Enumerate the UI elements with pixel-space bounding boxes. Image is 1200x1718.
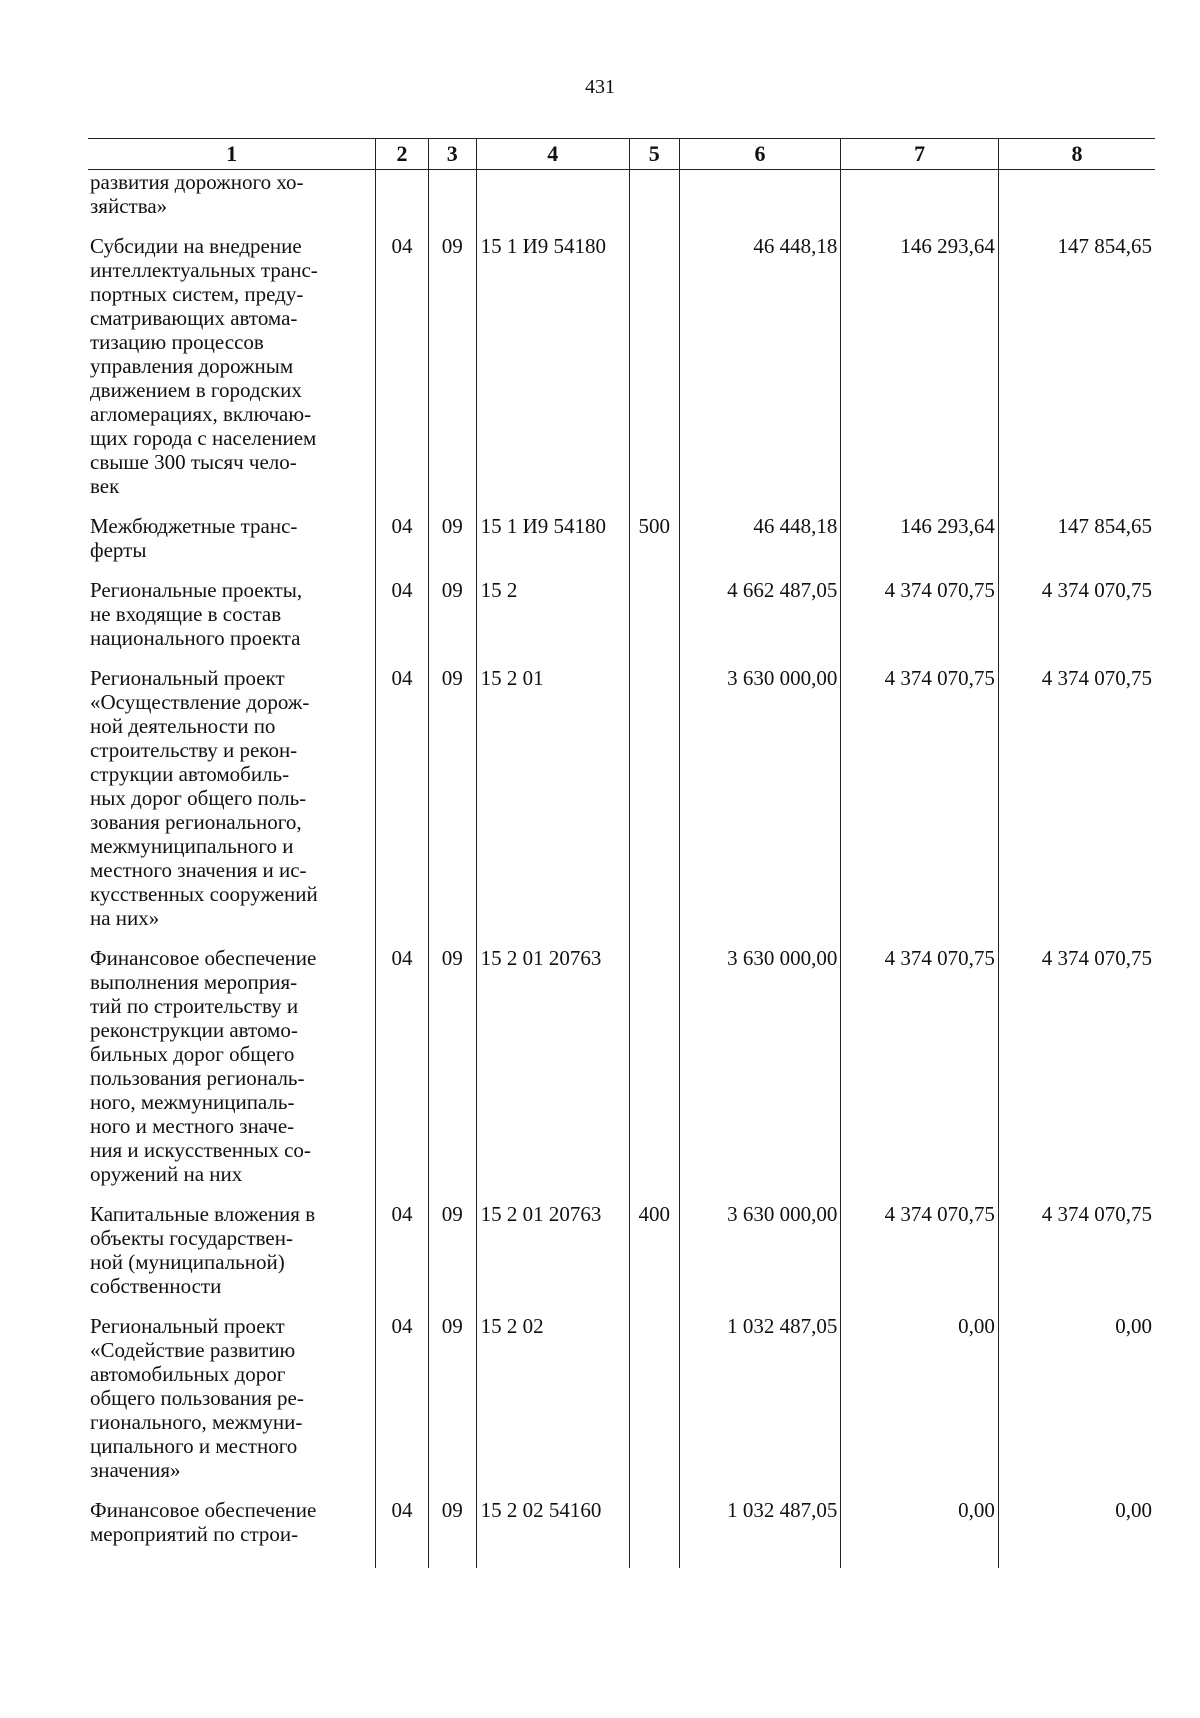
section-code-cell — [376, 170, 429, 235]
table-row — [88, 514, 1155, 578]
section-code-cell: 04 — [376, 1314, 429, 1498]
amount-col6-cell: 46 448,18 — [679, 514, 841, 578]
target-article-cell: 15 2 02 — [476, 1314, 629, 1498]
section-code-cell: 04 — [376, 666, 429, 946]
subsection-code-cell: 09 — [428, 1202, 476, 1314]
table-row — [88, 946, 1155, 1202]
subsection-code-cell: 09 — [428, 946, 476, 1202]
subsection-code-cell: 09 — [428, 578, 476, 666]
subsection-code-cell: 09 — [428, 666, 476, 946]
expense-type-cell — [629, 946, 679, 1202]
subsection-code-cell: 09 — [428, 234, 476, 514]
amount-col8-cell: 0,00 — [998, 1498, 1155, 1568]
expense-type-cell — [629, 1498, 679, 1568]
table-header-row — [88, 139, 1155, 170]
row-name-cell: Капитальные вложения в объекты государствен- ной (муниципальной) собственности — [90, 1202, 316, 1298]
amount-col8-cell: 147 854,65 — [998, 514, 1155, 578]
amount-col7-cell: 4 374 070,75 — [841, 578, 999, 666]
row-name-cell: развития дорожного хо- зяйства» — [90, 170, 304, 218]
col-header-1: 1 — [88, 139, 376, 170]
row-name-cell: Межбюджетные транс- ферты — [90, 514, 298, 562]
amount-col6-cell: 1 032 487,05 — [679, 1498, 841, 1568]
section-code-cell: 04 — [376, 946, 429, 1202]
expense-type-cell — [629, 1314, 679, 1498]
table-row — [88, 1314, 1155, 1498]
section-code-cell: 04 — [376, 578, 429, 666]
subsection-code-cell: 09 — [428, 1314, 476, 1498]
amount-col7-cell: 146 293,64 — [841, 234, 999, 514]
table-row — [88, 1202, 1155, 1314]
target-article-cell: 15 2 — [476, 578, 629, 666]
target-article-cell: 15 2 01 20763 — [476, 946, 629, 1202]
col-header-7: 7 — [841, 139, 999, 170]
expense-type-cell: 500 — [629, 514, 679, 578]
amount-col8-cell: 147 854,65 — [998, 234, 1155, 514]
col-header-6: 6 — [679, 139, 841, 170]
amount-col7-cell: 146 293,64 — [841, 514, 999, 578]
expense-type-cell: 400 — [629, 1202, 679, 1314]
amount-col8-cell: 0,00 — [998, 1314, 1155, 1498]
col-header-5: 5 — [629, 139, 679, 170]
table-row — [88, 578, 1155, 666]
amount-col8-cell: 4 374 070,75 — [998, 666, 1155, 946]
expense-type-cell — [629, 234, 679, 514]
amount-col7-cell: 0,00 — [841, 1498, 999, 1568]
section-code-cell: 04 — [376, 1498, 429, 1568]
target-article-cell: 15 2 01 — [476, 666, 629, 946]
expense-type-cell — [629, 170, 679, 235]
subsection-code-cell — [428, 170, 476, 235]
budget-table — [88, 138, 1155, 1568]
row-name-cell: Финансовое обеспечение мероприятий по строи- — [90, 1498, 317, 1546]
subsection-code-cell: 09 — [428, 1498, 476, 1568]
amount-col6-cell: 3 630 000,00 — [679, 1202, 841, 1314]
amount-col6-cell: 1 032 487,05 — [679, 1314, 841, 1498]
amount-col8-cell: 4 374 070,75 — [998, 1202, 1155, 1314]
col-header-8: 8 — [998, 139, 1155, 170]
target-article-cell: 15 2 02 54160 — [476, 1498, 629, 1568]
section-code-cell: 04 — [376, 1202, 429, 1314]
amount-col6-cell — [679, 170, 841, 235]
row-name-cell: Региональные проекты, не входящие в состав национального проекта — [90, 578, 303, 650]
target-article-cell — [476, 170, 629, 235]
amount-col8-cell: 4 374 070,75 — [998, 946, 1155, 1202]
expense-type-cell — [629, 578, 679, 666]
amount-col6-cell: 4 662 487,05 — [679, 578, 841, 666]
table-row — [88, 234, 1155, 514]
col-header-2: 2 — [376, 139, 429, 170]
table-body — [88, 170, 1155, 1569]
col-header-4: 4 — [476, 139, 629, 170]
amount-col6-cell: 46 448,18 — [679, 234, 841, 514]
amount-col7-cell — [841, 170, 999, 235]
amount-col7-cell: 4 374 070,75 — [841, 946, 999, 1202]
expense-type-cell — [629, 666, 679, 946]
amount-col7-cell: 4 374 070,75 — [841, 666, 999, 946]
table-row — [88, 170, 1155, 235]
amount-col8-cell — [998, 170, 1155, 235]
subsection-code-cell: 09 — [428, 514, 476, 578]
table-row — [88, 1498, 1155, 1568]
target-article-cell: 15 2 01 20763 — [476, 1202, 629, 1314]
table-row — [88, 666, 1155, 946]
row-name-cell: Субсидии на внедрение интеллектуальных транс- портных систем, преду- сматривающих автома- тизацию процессов управления дорожным движением в городских агломерациях, включаю- щих города с населением свыше 300 тысяч чело- век — [90, 234, 318, 498]
section-code-cell: 04 — [376, 234, 429, 514]
section-code-cell: 04 — [376, 514, 429, 578]
col-header-3: 3 — [428, 139, 476, 170]
row-name-cell: Региональный проект «Содействие развитию автомобильных дорог общего пользования ре- гионального, межмуни- ципального и местного значения» — [90, 1314, 304, 1482]
target-article-cell: 15 1 И9 54180 — [476, 234, 629, 514]
amount-col6-cell: 3 630 000,00 — [679, 666, 841, 946]
target-article-cell: 15 1 И9 54180 — [476, 514, 629, 578]
amount-col6-cell: 3 630 000,00 — [679, 946, 841, 1202]
amount-col7-cell: 0,00 — [841, 1314, 999, 1498]
row-name-cell: Региональный проект «Осуществление дорож- ной деятельности по строительству и рекон- струкции автомобиль- ных дорог общего поль- зования регионального, межмуниципального и местного значения и ис- кусственных сооружений на них» — [90, 666, 318, 930]
amount-col8-cell: 4 374 070,75 — [998, 578, 1155, 666]
page-number: 431 — [585, 76, 615, 98]
row-name-cell: Финансовое обеспечение выполнения мероприя- тий по строительству и реконструкции автомо- бильных дорог общего пользования региональ- ного, межмуниципаль- ного и местного значе- ния и искусственных со- оружений на них — [90, 946, 317, 1186]
amount-col7-cell: 4 374 070,75 — [841, 1202, 999, 1314]
